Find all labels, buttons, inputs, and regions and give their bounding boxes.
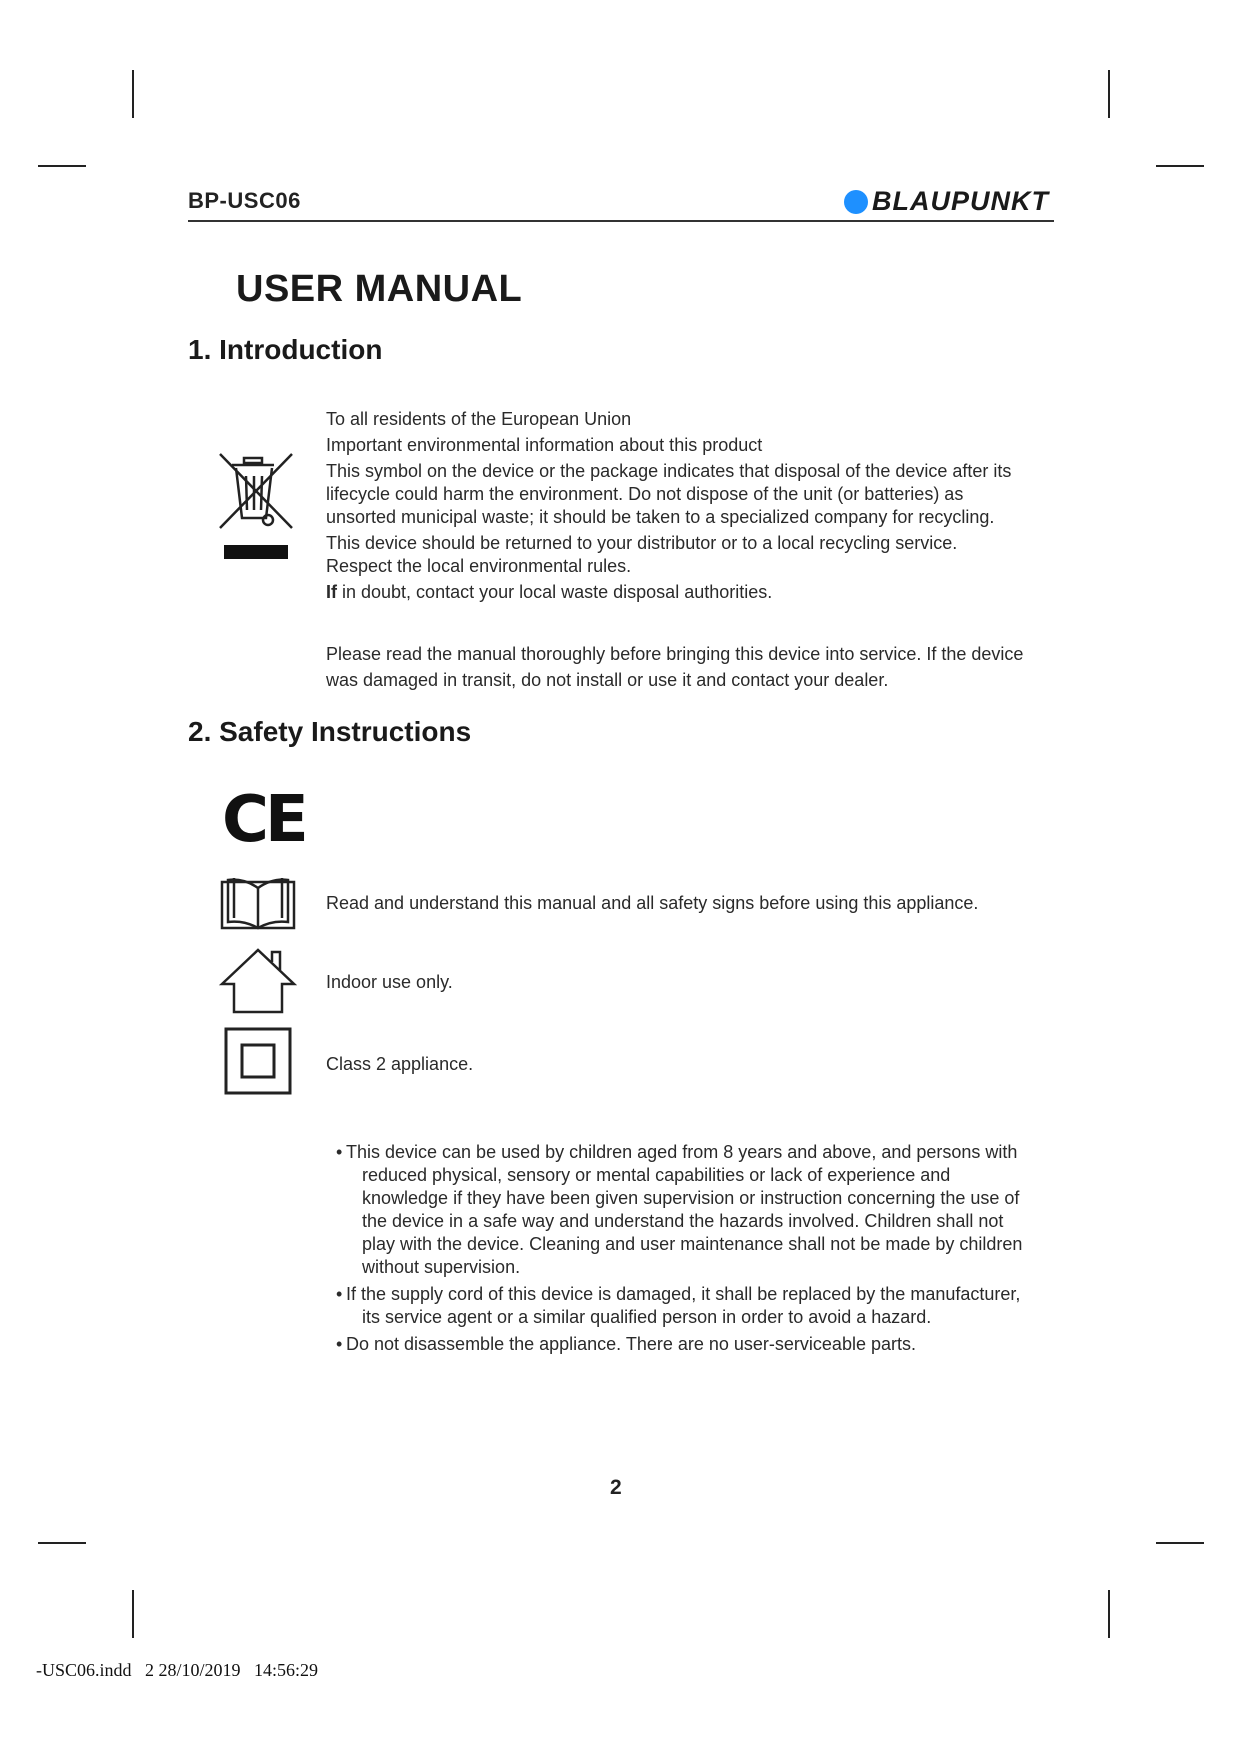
bullet-text: This device can be used by children aged from 8 years and above, and persons with reduced physical, sensory or mental capabilities or lack of experience and knowledge if they have been given supervision or instruction concerning the use of the device in a safe way and understand the hazards involved. Children shall not play with the device. Cleaning and user maintenance shall not be made by children without supervision.: [346, 1142, 1023, 1277]
crop-mark: [38, 165, 86, 167]
crop-mark: [1156, 165, 1204, 167]
safety-bullet-list: [336, 1141, 1026, 1360]
page-number: 2: [610, 1476, 622, 1499]
doubt-text: in doubt, contact your local waste disposal authorities.: [337, 582, 773, 602]
return-device-paragraph: This device should be returned to your distributor or to a local recycling service. Respect the local environmental rules.: [326, 533, 958, 576]
indoor-use-text: Indoor use only.: [326, 972, 453, 992]
brand-dot-icon: [844, 190, 868, 214]
read-manual-paragraph: Please read the manual thoroughly before bringing this device into service. If the device was damaged in transit, do not install or use it and contact your dealer.: [326, 644, 1024, 690]
print-slug: -USC06.indd 2 28/10/2019 14:56:29: [36, 1660, 319, 1680]
brand-name: BLAUPUNKT: [872, 186, 1049, 216]
brand-logo: [844, 186, 1049, 217]
class2-icon: [224, 1027, 292, 1095]
doubt-contact-line: [326, 581, 1026, 604]
list-item: • If the supply cord of this device is damaged, it shall be replaced by the manufacturer, its service agent or a similar qualified person in order to avoid a hazard.: [336, 1284, 1021, 1327]
section-heading-safety: 2. Safety Instructions: [188, 716, 472, 747]
list-item: • This device can be used by children aged from 8 years and above, and persons with reduced physical, sensory or mental capabilities or lack of experience and knowledge if they have been given supervision or instruction concerning the use of the device in a safe way and understand the hazards involved. Children shall not play with the device. Cleaning and user maintenance shall not be made by children without supervision.: [336, 1142, 1023, 1277]
section-heading-introduction: 1. Introduction: [188, 334, 383, 365]
list-item: • Do not disassemble the appliance. There are no user-serviceable parts.: [336, 1334, 916, 1354]
environmental-info-line: Important environmental information about this product: [326, 435, 763, 455]
header-divider: [188, 220, 1054, 222]
crop-mark: [132, 1590, 134, 1638]
house-icon: [218, 946, 298, 1016]
doubt-bold-word: If: [326, 582, 337, 602]
ce-mark-icon: CE: [222, 783, 305, 857]
crossed-bin-icon: [216, 450, 296, 565]
crop-mark: [132, 70, 134, 118]
crop-mark: [1108, 70, 1110, 118]
disposal-paragraph: This symbol on the device or the package indicates that disposal of the device after its lifecycle could harm the environment. Do not dispose of the unit (or batteries) as unsorted municipal waste; it should be taken to a specialized company for recycling.: [326, 461, 1012, 527]
crop-mark: [1108, 1590, 1110, 1638]
crop-mark: [38, 1542, 86, 1544]
bullet-text: If the supply cord of this device is damaged, it shall be replaced by the manufacturer, its service agent or a similar qualified person in order to avoid a hazard.: [346, 1284, 1021, 1327]
page-title: USER MANUAL: [236, 268, 523, 310]
read-signs-text: Read and understand this manual and all safety signs before using this appliance.: [326, 893, 979, 913]
bullet-text: Do not disassemble the appliance. There are no user-serviceable parts.: [346, 1334, 916, 1354]
manual-book-icon: [220, 872, 296, 932]
eu-residents-line: To all residents of the European Union: [326, 409, 632, 429]
class2-text: Class 2 appliance.: [326, 1054, 474, 1074]
crop-mark: [1156, 1542, 1204, 1544]
model-number: BP-USC06: [188, 188, 301, 213]
